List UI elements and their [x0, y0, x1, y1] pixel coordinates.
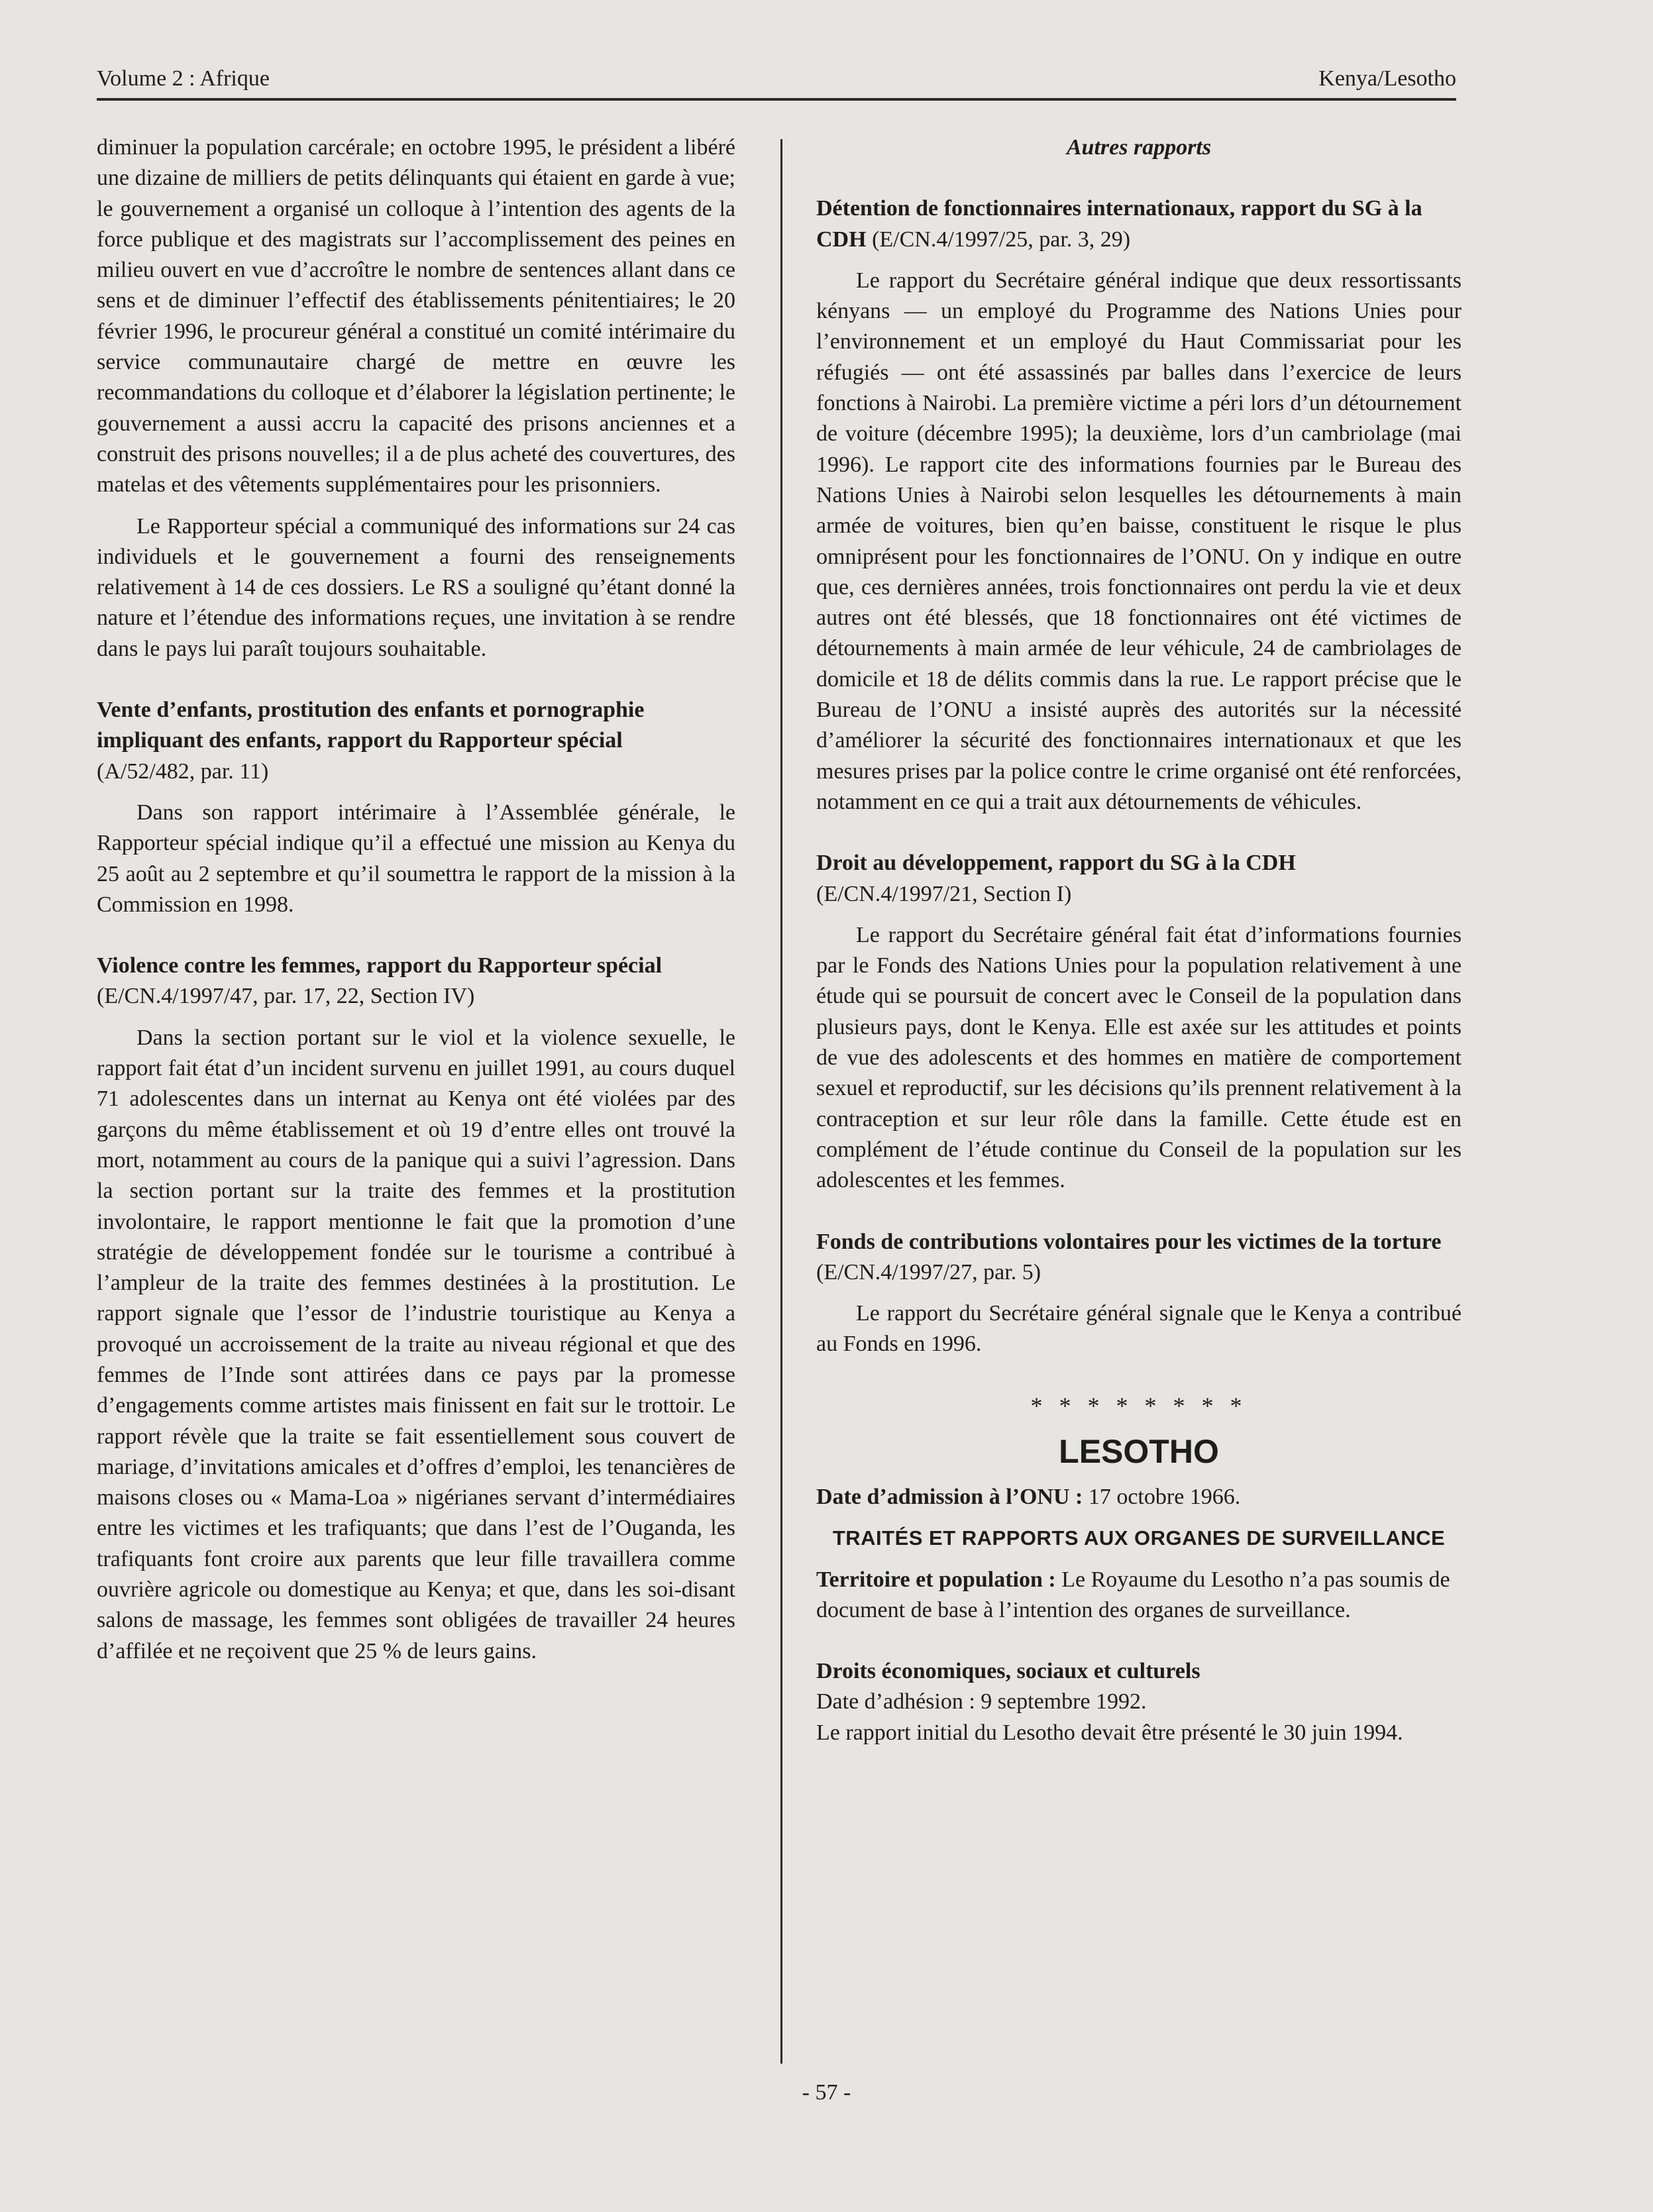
heading-title: Violence contre les femmes, rapport du Rapporteur spécial — [97, 953, 663, 978]
heading-reference: (A/52/482, par. 11) — [97, 759, 269, 784]
section-separator: * * * * * * * * — [1030, 1392, 1248, 1419]
rights-heading: Droits économiques, sociaux et culturels — [816, 1659, 1200, 1684]
territory-label: Territoire et population : — [816, 1567, 1056, 1592]
heading-title: Vente d’enfants, prostitution des enfants et pornographie impliquant des enfants, rapport du Rapporteur spécial — [97, 698, 645, 753]
section-heading — [97, 951, 735, 1012]
section-heading — [97, 695, 735, 787]
right-column — [816, 132, 1462, 1748]
rights-accession-date: Date d’adhésion : 9 septembre 1992. — [816, 1689, 1147, 1714]
heading-title: Droit au développement, rapport du SG à la CDH — [816, 851, 1296, 876]
section-heading — [816, 848, 1462, 910]
left-column — [97, 132, 735, 1667]
paragraph: Le Rapporteur spécial a communiqué des informations sur 24 cas individuels et le gouvernement a fourni des renseignements relativement à 14 de ces dossiers. Le RS a souligné qu’étant donné la nature et l’étendue des informations reçues, une invitation à se rendre dans le pays lui paraît toujours souhaitable. — [97, 513, 735, 661]
heading-reference: (E/CN.4/1997/47, par. 17, 22, Section IV) — [97, 984, 475, 1009]
heading-reference: (E/CN.4/1997/21, Section I) — [816, 881, 1072, 906]
admission-date — [816, 1482, 1462, 1512]
paragraph: Le rapport du Secrétaire général signale que le Kenya a contribué au Fonds en 1996. — [816, 1301, 1462, 1357]
paragraph: Le rapport du Secrétaire général indique que deux ressortissants kényans — un employé du Programme des Nations Unies pour l’environnement et un employé du Haut Commissariat pour les réfugiés — ont été assassinés par balles dans l’exercice de leurs fonctions à Nairobi. La première victime a péri lors d’un détournement de voiture (décembre 1995); la deuxième, lors d’un cambriolage (mai 1996). Le rapport cite des informations fournies par le Bureau des Nations Unies à Nairobi selon lesquelles les détournements à main armée de voitures, bien qu’en baisse, constituent le risque le plus omniprésent pour les fonctionnaires de l’ONU. On y indique en outre que, ces dernières années, trois fonctionnaires ont perdu la vie et deux autres ont été blessés, que 18 fonctionnaires ont été victimes de détournements à main armée de leur véhicule, 24 de cambriolages de domicile et 18 de délits commis dans la rue. Le rapport précise que le Bureau de l’ONU a insisté auprès des autorités sur la nécessité d’améliorer la sécurité des fonctionnaires internationaux et que les mesures prises par la police contre le crime organisé ont été renforcées, notamment en ce qui a trait aux détournements de véhicules. — [816, 268, 1462, 814]
heading-title: Détention de fonctionnaires internationaux, rapport du SG à la CDH — [816, 196, 1422, 252]
admission-label: Date d’admission à l’ONU : — [816, 1484, 1083, 1509]
territory-paragraph — [816, 1565, 1462, 1626]
paragraph: diminuer la population carcérale; en octobre 1995, le président a libéré une dizaine de milliers de petits délinquants qui étaient en garde à vue; le gouvernement a organisé un colloque à l’intention des agents de la force publique et des magistrats sur l’accomplissement des peines en milieu ouvert en vue d’accroître le nombre de sentences allant dans ce sens et de diminuer l’effectif des établissements pénitentiaires; le 20 février 1996, le procureur général a constitué un comité intérimaire du service communautaire chargé de mettre en œuvre les recommandations du colloque et d’élaborer la législation pertinente; le gouvernement a aussi accru la capacité des prisons anciennes et a construit des prisons nouvelles; il a de plus acheté des couvertures, des matelas et des vêtements supplémentaires pour les prisonniers. — [97, 135, 735, 498]
rights-initial-report: Le rapport initial du Lesotho devait être présenté le 30 juin 1994. — [816, 1720, 1403, 1745]
header-volume: Volume 2 : Afrique — [97, 66, 270, 91]
header-rule — [97, 98, 1456, 101]
paragraph: Dans son rapport intérimaire à l’Assemblée générale, le Rapporteur spécial indique qu’il a effectué une mission au Kenya du 25 août au 2 septembre et qu’il soumettra le rapport de la mission à la Commission en 1998. — [97, 800, 735, 917]
running-header — [97, 66, 1456, 99]
heading-reference: (E/CN.4/1997/25, par. 3, 29) — [872, 227, 1131, 252]
treaties-heading: TRAITÉS ET RAPPORTS AUX ORGANES DE SURVEILLANCE — [832, 1526, 1446, 1550]
section-title: Autres rapports — [1066, 135, 1212, 160]
column-divider — [780, 139, 782, 2064]
admission-value: 17 octobre 1966. — [1088, 1484, 1241, 1509]
country-title: LESOTHO — [1059, 1432, 1219, 1470]
header-country: Kenya/Lesotho — [1318, 66, 1456, 91]
page-number: - 57 - — [802, 2080, 851, 2105]
heading-reference: (E/CN.4/1997/27, par. 5) — [816, 1259, 1041, 1285]
paragraph: Le rapport du Secrétaire général fait état d’informations fournies par le Fonds des Nations Unies pour la population relativement à une étude qui se poursuit de concert avec le Conseil de la population dans plusieurs pays, dont le Kenya. Elle est axée sur les attitudes et points de vue des adolescents et des hommes en matière de comportement sexuel et reproductif, sur les décisions qu’ils prennent relativement à la contraception et sur leur rôle dans la famille. Cette étude est en complément de l’étude continue du Conseil de la population sur les adolescentes et les femmes. — [816, 922, 1462, 1193]
paragraph: Dans la section portant sur le viol et la violence sexuelle, le rapport fait état d’un incident survenu en juillet 1991, au cours duquel 71 adolescentes dans un internat au Kenya ont été violées par des garçons du même établissement et où 19 d’entre elles ont trouvé la mort, notamment au cours de la panique qui a suivi l’agression. Dans la section portant sur la traite des femmes et la prostitution involontaire, le rapport mentionne le fait que la promotion d’une stratégie de développement fondée sur le tourisme a contribué à l’ampleur de la traite des femmes destinées à la prostitution. Le rapport signale que l’essor de l’industrie touristique au Kenya a provoqué un accroissement de la traite au niveau régional et que des femmes de l’Inde sont attirées dans ce pays par la promesse d’engagements comme artistes mais finissent en fait sur le trottoir. Le rapport révèle que la traite se fait essentiellement sous couvert de mariage, d’invitations amicales et d’offres d’emploi, les tenancières de maisons closes ou « Mama-Loa » nigérianes servant d’intermédiaires entre les victimes et les trafiquants; que dans l’est de l’Ouganda, les trafiquants font croire aux parents que leur fille travaillera comme ouvrière agricole ou domestique au Kenya; et que, dans les soi-disant salons de massage, les femmes sont obligées de travailler 24 heures d’affilée et ne reçoivent que 25 % de leurs gains. — [97, 1025, 735, 1663]
section-heading — [816, 193, 1462, 255]
section-heading — [816, 1227, 1462, 1289]
territory-text: Le Royaume du Lesotho n’a pas soumis de document de base à l’intention des organes de surveillance. — [816, 1567, 1450, 1622]
heading-title: Fonds de contributions volontaires pour les victimes de la torture — [816, 1229, 1442, 1254]
